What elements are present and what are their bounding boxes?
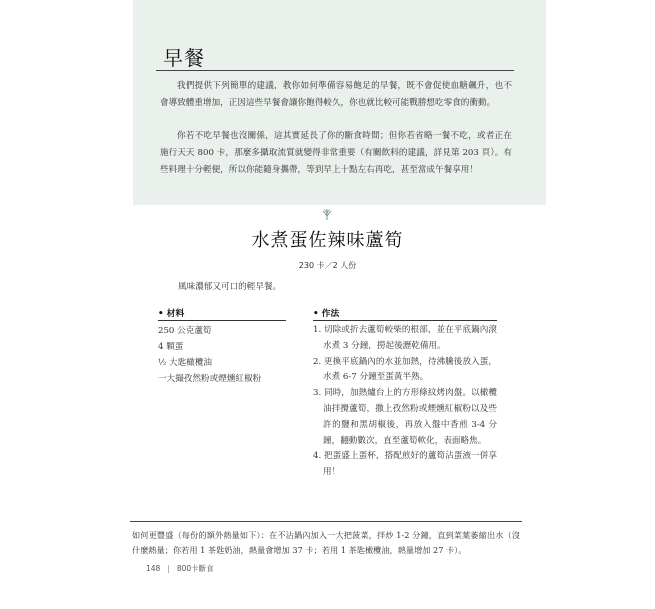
breakfast-box-divider <box>156 70 514 71</box>
recipe-title: 水煮蛋佐辣味蘆筍 <box>251 230 404 251</box>
footer-separator: | <box>167 564 170 573</box>
method-step: 2. 更換平底鍋內的水並加熱，待沸騰後放入蛋，水煮 6-7 分鐘至蛋黃半熟。 <box>313 356 497 383</box>
ingredient-item: ½ 大匙橄欖油 <box>158 358 213 368</box>
sprig-icon <box>320 207 334 221</box>
ingredient-item: 4 顆蛋 <box>158 342 184 352</box>
method-heading: • 作法 <box>313 309 340 319</box>
book-title: 800卡斷食 <box>176 564 214 573</box>
method-step: 1. 切除或折去蘆筍較柴的根部，並在平底鍋內滾水煮 3 分鐘，撈起後瀝乾備用。 <box>313 325 497 351</box>
breakfast-box-title: 早餐 <box>163 46 205 70</box>
recipe-tip: 如何更豐盛（每份的額外熱量如下）：在不沾鍋內加入一大把菠菜，拌炒 1-2 分鐘，直到菜葉萎縮出水（沒什麼熱量；你若用 1 茶匙奶油，熱量會增加 37 卡；若用 1 茶匙橄欖油，熱量增加 27 卡）。 <box>132 530 520 555</box>
recipe-servings: 230 卡／2 人份 <box>298 261 357 270</box>
ingredient-item: 一大撮孜然粉或煙燻紅椒粉 <box>158 374 262 384</box>
method-divider <box>313 320 497 321</box>
method-steps <box>313 323 497 481</box>
tip-divider-top <box>130 521 522 522</box>
page-number: 148 <box>146 564 161 573</box>
method-step: 3. 同時，加熱爐台上的方形條紋烤肉盤。以橄欖油拌攪蘆筍，撒上孜然粉或煙燻紅椒粉以及些許的鹽和黑胡椒後，再放入盤中香煎 3-4 分鐘，翻動數次，直至蘆筍軟化，表面略焦。 <box>313 388 497 446</box>
method-step: 4. 把蛋盛上蛋杯，搭配煎好的蘆筍沾蛋液一併享用！ <box>313 451 497 478</box>
breakfast-box-paragraph-1: 我們提供下列簡單的建議，教你如何準備容易飽足的早餐，既不會促使血糖飆升，也不會導致體重增加，正因這些早餐會讓你飽得較久，你也就比較可能戰勝想吃零食的衝動。 <box>160 81 512 108</box>
ingredients-divider <box>158 320 286 321</box>
recipe-intro: 風味濃郁又可口的輕早餐。 <box>178 282 282 292</box>
breakfast-box-paragraph-2: 你若不吃早餐也沒關係，這其實延長了你的斷食時間；但你若省略一餐不吃，或者正在施行天天 800 卡，那麼多攝取流質就變得非常重要（有關飲料的建議，詳見第 203 頁）。有些料理十分輕便，所以你能隨身攜帶，等到早上十點左右再吃，甚至當成午餐享用！ <box>160 131 512 175</box>
page-footer <box>146 563 214 574</box>
ingredient-item: 250 公克蘆筍 <box>158 326 212 336</box>
ingredients-list <box>158 323 261 387</box>
ingredients-heading: • 材料 <box>158 309 185 319</box>
